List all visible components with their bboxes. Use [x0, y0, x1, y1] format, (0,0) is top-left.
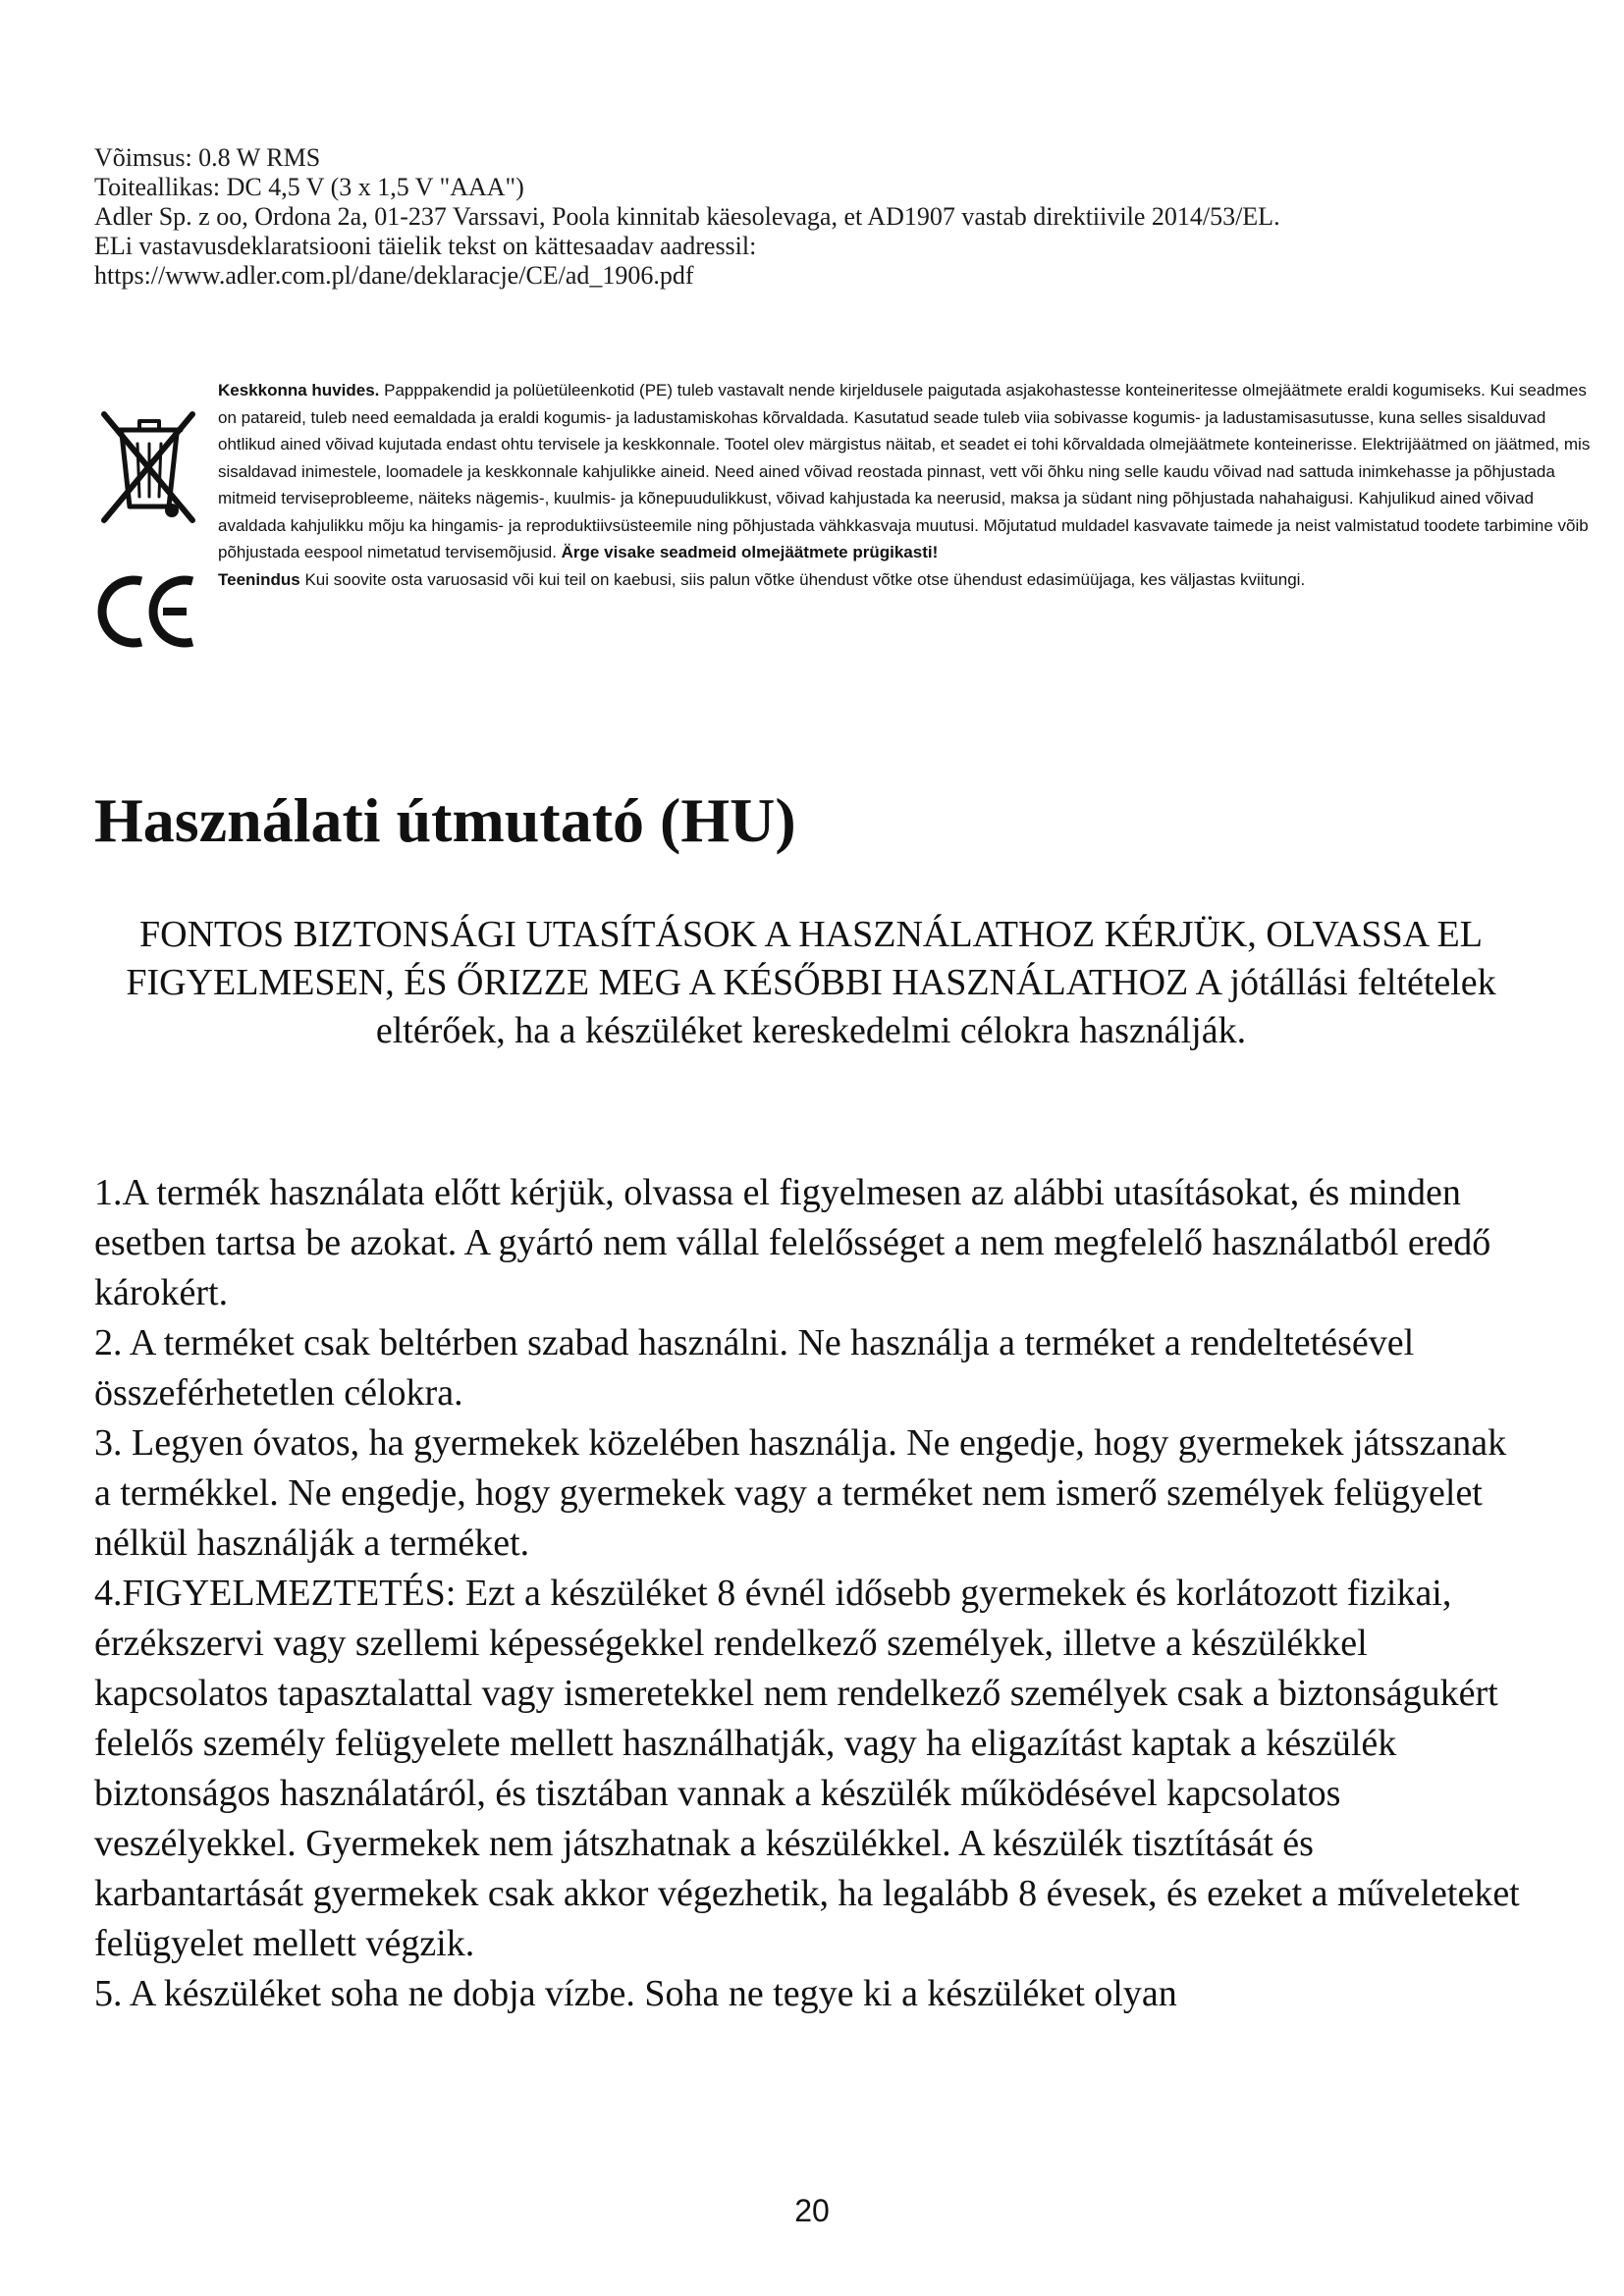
safety-item: 5. A készüléket soha ne dobja vízbe. Soha ne tegye ki a készüléket olyan — [94, 1973, 1177, 2014]
ce-mark-icon — [94, 567, 202, 656]
environment-paragraph — [218, 377, 1593, 566]
spec-block — [94, 143, 1528, 291]
service-heading: Teenindus — [218, 569, 300, 589]
declaration-url[interactable]: https://www.adler.com.pl/dane/deklaracje/CE/ad_1906.pdf — [94, 261, 694, 290]
declaration-availability-line: ELi vastavusdeklaratsiooni täielik tekst on kättesaadav aadressil: — [94, 232, 757, 260]
safety-item: 2. A terméket csak beltérben szabad használni. Ne használja a terméket a rendeltetésével összeférhetetlen célokra. — [94, 1322, 1415, 1414]
environment-section — [94, 377, 1591, 701]
environment-body: Papppakendid ja polüetüleenkotid (PE) tuleb vastavalt nende kirjeldusele paigutada asjakohastesse konteineritesse olmejäätmete eraldi kogumiseks. Kui seadmes on patareid, tuleb need eemaldada ja eraldi kogumis- ja ladustamiskohas kõrvaldada. Kasutatud seade tuleb viia sobivasse kogumis- ja ladustamisasutusse, kuna selles sisalduvad ohtlikud ained võivad kujutada endast ohtu tervisele ja keskkonnale. Tootel olev märgistus näitab, et seadet ei tohi kõrvaldada olmejäätmete konteinerisse. Elektrijäätmed on jäätmed, mis sisaldavad inimestele, loomadele ja keskkonnale kahjulikke aineid. Need ained võivad reostada pinnast, vett või õhku ning selle kaudu võivad nad sattuda inimkehasse ja põhjustada mitmeid terviseprobleeme, näiteks nägemis-, kuulmis- ja kõnepuudulikkust, võivad kahjustada ka neerusid, maksa ja südant ning põhjustada nahahaigusi. Kahjulikud ained võivad avaldada kahjulikku mõju ka hingamis- ja reproduktiivsüsteemile ning põhjustada vähkkasvaja muutusi. Mõjutatud muldadel kasvavate taimede ja neist valmistatud toodete tarbimine võib põhjustada eespool nimetatud tervisemõjusid. — [218, 381, 1591, 561]
service-body: Kui soovite osta varuosasid või kui teil on kaebusi, siis palun võtke ühendust võtke otse ühendust edasimüüjaga, kes väljastas kviitungi. — [299, 569, 1306, 589]
environment-text — [218, 377, 1593, 593]
service-paragraph — [218, 566, 1593, 594]
page-number: 20 — [794, 2193, 830, 2228]
power-source-line: Toiteallikas: DC 4,5 V (3 x 1,5 V "AAA") — [94, 173, 524, 201]
declaration-line: Adler Sp. z oo, Ordona 2a, 01-237 Varssavi, Poola kinnitab käesolevaga, et AD1907 vastab direktiivile 2014/53/EL. — [94, 202, 1280, 231]
disposal-warning: Ärge visake seadmeid olmejäätmete prügikasti! — [561, 543, 939, 561]
safety-item: 4.FIGYELMEZTETÉS: Ezt a készüléket 8 évnél idősebb gyermekek és korlátozott fizikai, érzékszervi vagy szellemi képességekkel rendelkező személyek, illetve a készülékkel kapcsolatos tapasztalattal vagy ismeretekkel nem rendelkező személyek csak a biztonságukért felelős személy felügyelete mellett használhatják, vagy ha eligazítást kaptak a készülék biztonságos használatáról, és tisztában vannak a készülék működésével kapcsolatos veszélyekkel. Gyermekek nem játszhatnak a készülékkel. A készülék tisztítását és karbantartását gyermekek csak akkor végezhetik, ha legalább 8 évesek, és ezeket a műveleteket felügyelet mellett végzik. — [94, 1573, 1520, 1964]
crossed-out-wheelie-bin-icon — [94, 404, 202, 532]
safety-item: 1.A termék használata előtt kérjük, olvassa el figyelmesen az alábbi utasításokat, és minden esetben tartsa be azokat. A gyártó nem vállal felelősséget a nem megfelelő használatból eredő károkért. — [94, 1172, 1491, 1313]
environment-heading: Keskkonna huvides. — [218, 381, 380, 400]
section-title: Használati útmutató (HU) — [94, 785, 796, 855]
safety-items — [94, 1168, 1528, 2019]
power-line: Võimsus: 0.8 W RMS — [94, 143, 321, 172]
compliance-symbols — [94, 404, 202, 699]
safety-intro: FONTOS BIZTONSÁGI UTASÍTÁSOK A HASZNÁLATHOZ KÉRJÜK, OLVASSA EL FIGYELMESEN, ÉS ŐRIZZE MEG A KÉSŐBBI HASZNÁLATHOZ A jótállási feltételek eltérőek, ha a készüléket kereskedelmi célokra használják. — [126, 914, 1496, 1051]
safety-item: 3. Legyen óvatos, ha gyermekek közelében használja. Ne engedje, hogy gyermekek játsszanak a termékkel. Ne engedje, hogy gyermekek vagy a terméket nem ismerő személyek felügyelet nélkül használják a terméket. — [94, 1422, 1507, 1564]
